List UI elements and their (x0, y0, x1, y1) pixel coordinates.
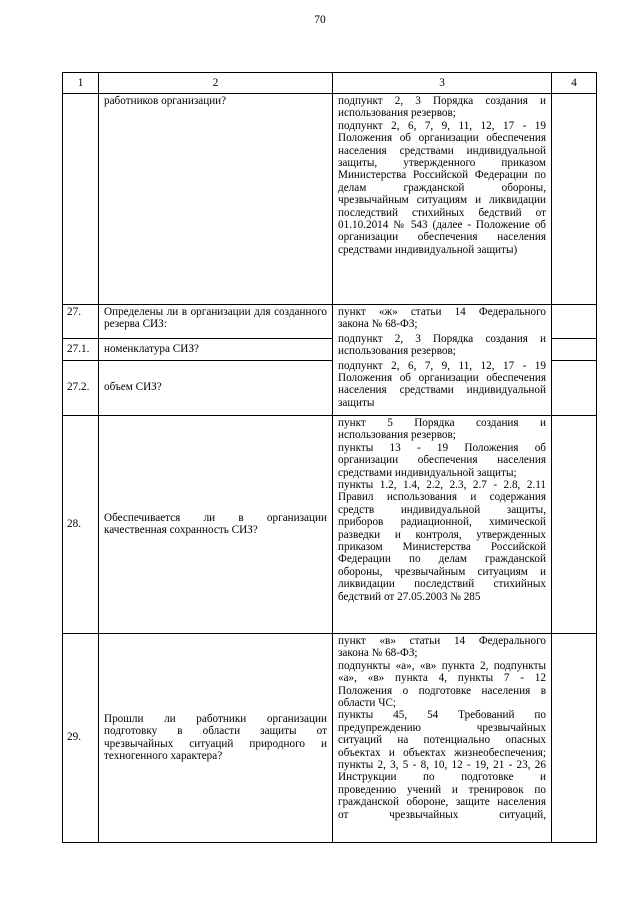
ref-line: подпункт 2, 3 Порядка создания и (338, 95, 546, 107)
ref-line: ситуаций на потенциально опасных (338, 734, 546, 747)
header-col-1: 1 (63, 73, 99, 94)
ref-line: использования резервов; (338, 345, 456, 358)
ref-line: населения средствами индивидуальной (338, 144, 546, 157)
question-cell: объем СИЗ? (99, 361, 333, 416)
ref-line: обороны, чрезвычайным ситуациям и (338, 565, 546, 578)
ref-line: Министерства Российской Федерации по (338, 169, 546, 182)
ref-line: от чрезвычайных ситуаций, (338, 808, 546, 821)
reference-cell (333, 305, 552, 416)
table-header-row (63, 73, 597, 94)
notes-cell (552, 634, 597, 843)
ref-line: населения средствами индивидуальной (338, 384, 546, 397)
row-number: 29. (63, 634, 99, 843)
ref-line: Инструкции по подготовке и (338, 771, 546, 784)
ref-line: Положения о подготовке населения в (338, 684, 546, 697)
ref-line: объектах и объектах жизнеобеспечения; (338, 746, 546, 759)
ref-line: 01.10.2014 № 543 (далее - Положение об (338, 219, 546, 232)
notes-cell (552, 339, 597, 361)
ref-line: ликвидации последствий стихийных (338, 578, 546, 591)
ref-line: приборов радиационной, химической (338, 516, 546, 529)
ref-line: защиты, утвержденного приказом (338, 157, 546, 170)
reference-cell (333, 94, 552, 305)
ref-line: гражданской обороне, защите населения (338, 796, 546, 809)
row-number: 28. (63, 416, 99, 634)
ref-line: пункты 1.2, 1.4, 2.2, 2.3, 2.7 - 2.8, 2.11 (338, 479, 546, 492)
ref-line: пункт «в» статьи 14 Федерального (338, 635, 546, 647)
question-cell: работников организации? (99, 94, 333, 305)
ref-line: Положения об организации обеспечения (338, 132, 546, 145)
ref-line: средствами индивидуальной защиты; (338, 466, 517, 479)
notes-cell (552, 361, 597, 416)
question-cell: номенклатура СИЗ? (99, 339, 333, 361)
ref-line: разведки и контроля, утвержденных (338, 528, 546, 541)
header-col-2: 2 (99, 73, 333, 94)
ref-line: организации обеспечения населения (338, 454, 546, 467)
notes-cell (552, 94, 597, 305)
ref-line: средствами индивидуальной защиты) (338, 243, 518, 256)
row-number: 27. (63, 305, 99, 339)
ref-line: закона № 68-ФЗ; (338, 647, 418, 660)
table-row (63, 416, 597, 634)
ref-line: пункты 13 - 19 Положения об (338, 441, 546, 454)
ref-line: пункты 45, 54 Требований по (338, 709, 546, 722)
table-row (63, 94, 597, 305)
ref-line: области ЧС; (338, 697, 397, 710)
question-cell: Обеспечивается ли в организации качественная сохранность СИЗ? (99, 416, 333, 634)
page-number: 70 (314, 14, 326, 26)
question-cell: Прошли ли работники организации подготовку в области защиты от чрезвычайных ситуаций природного и техногенного характера? (99, 634, 333, 843)
ref-line: подпункты «а», «в» пункта 2, подпункты (338, 659, 546, 672)
row-number (63, 94, 99, 305)
table-row (63, 305, 597, 339)
ref-line: средств индивидуальной защиты, (338, 503, 546, 516)
ref-line: подпункт 2, 6, 7, 9, 11, 12, 17 - 19 (338, 359, 546, 372)
ref-line: бедствий от 27.05.2003 № 285 (338, 590, 481, 603)
question-cell: Определены ли в организации для созданного резерва СИЗ: (99, 305, 333, 339)
row-number: 27.2. (63, 361, 99, 416)
ref-line: подпункт 2, 6, 7, 9, 11, 12, 17 - 19 (338, 119, 546, 132)
notes-cell (552, 416, 597, 634)
ref-line: приказом Министерства Российской (338, 541, 546, 554)
ref-line: защиты (338, 396, 375, 409)
ref-line: делам гражданской обороны, (338, 181, 546, 194)
table-row (63, 634, 597, 843)
ref-line: чрезвычайным ситуациям и ликвидации (338, 194, 546, 207)
row-number: 27.1. (63, 339, 99, 361)
ref-line: Правил использования и содержания (338, 491, 546, 504)
checklist-table (62, 72, 597, 843)
ref-line: последствий стихийных бедствий от (338, 206, 546, 219)
notes-cell (552, 305, 597, 339)
ref-line: Федерации по делам гражданской (338, 553, 546, 566)
ref-line: предупреждению чрезвычайных (338, 721, 546, 734)
ref-line: пункт «ж» статьи 14 Федерального (338, 306, 546, 318)
reference-cell (333, 634, 552, 843)
ref-line: использования резервов; (338, 429, 456, 442)
ref-line: организации обеспечения населения (338, 231, 546, 244)
ref-line: использования резервов; (338, 107, 456, 120)
ref-line: Положения об организации обеспечения (338, 372, 546, 385)
ref-line: подпункт 2, 3 Порядка создания и (338, 332, 546, 345)
header-col-4: 4 (552, 73, 597, 94)
ref-line: пункт 5 Порядка создания и (338, 417, 546, 429)
ref-line: закона № 68-ФЗ; (338, 318, 418, 331)
ref-line: «а», «в» пункта 4, пункты 7 - 12 (338, 672, 546, 685)
reference-cell (333, 416, 552, 634)
ref-line: проведению учений и тренировок по (338, 783, 546, 796)
ref-line: пункты 2, 3, 5 - 8, 10, 12 - 19, 21 - 23, 26 (338, 759, 546, 772)
header-col-3: 3 (333, 73, 552, 94)
